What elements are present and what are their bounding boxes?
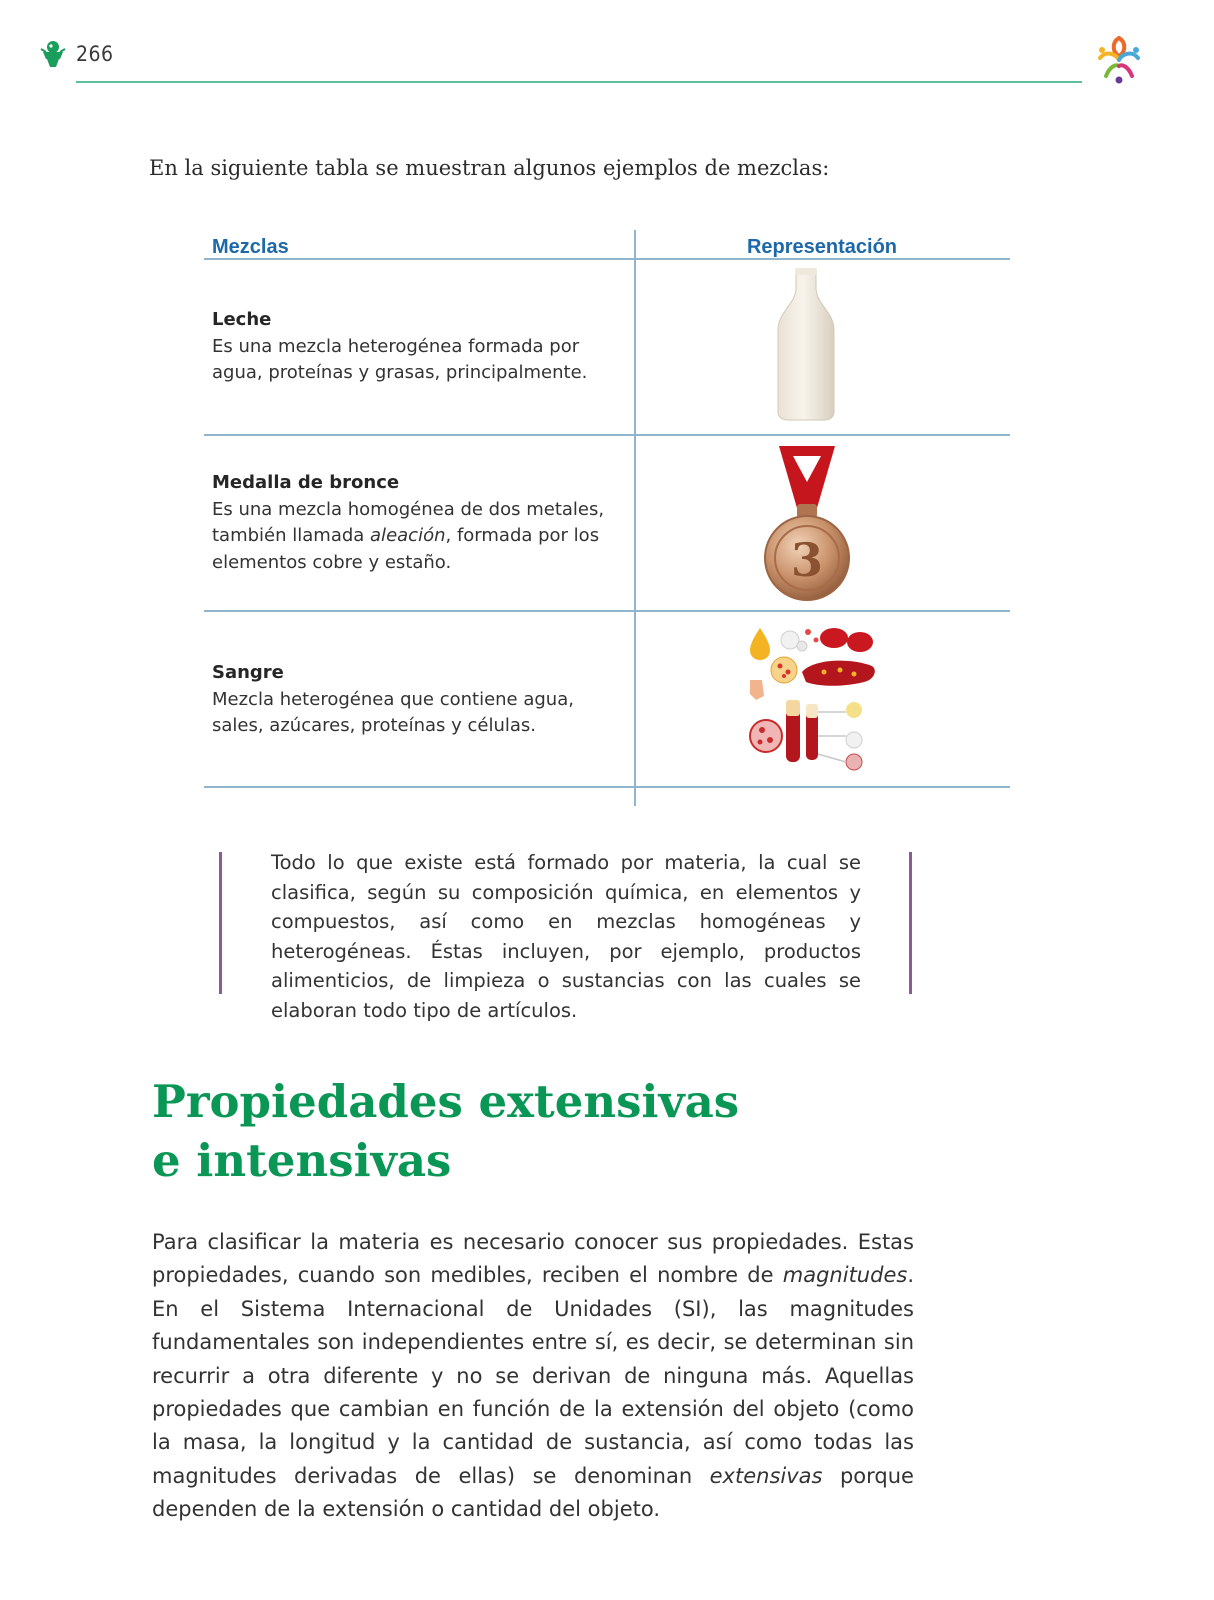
row-description: Es una mezcla homogénea de dos metales, también llamada aleación, formada por los elementos cobre y estaño.: [212, 498, 605, 573]
row-name: Sangre: [212, 662, 284, 683]
table-row-bronze-medal: [212, 470, 617, 576]
bronze-medal-icon: [759, 442, 855, 604]
table-row-milk: [212, 307, 617, 387]
header-rule: [76, 81, 1082, 83]
column-divider: [634, 230, 636, 806]
mixtures-table: [204, 230, 1010, 806]
intro-text: En la siguiente tabla se muestran algunos ejemplos de mezclas:: [149, 156, 830, 180]
row-name: Medalla de bronce: [212, 472, 400, 493]
row-divider: [204, 786, 1010, 788]
callout-box: [219, 851, 912, 1022]
callout-text: Todo lo que existe está formado por materia, la cual se clasifica, según su composición química, en elementos y compuestos, así como en mezclas homogéneas y heterogéneas. Éstas incluyen, por ejemplo, productos alimenticios, de limpieza o sustancias con las cuales se elaboran todo tipo de artículos.: [271, 851, 861, 1022]
quetzalcoatl-emblem-icon: [40, 38, 66, 68]
row-divider: [204, 434, 1010, 436]
row-divider: [204, 610, 1010, 612]
svg-text:3: 3: [790, 533, 824, 587]
row-description: Mezcla heterogénea que contiene agua, sales, azúcares, proteínas y células.: [212, 688, 574, 736]
blood-components-icon: [744, 624, 880, 774]
callout-right-bar: [909, 852, 912, 994]
column-header-representation: Representación: [746, 236, 898, 258]
body-paragraph: Para clasificar la materia es necesario conocer sus propiedades. Estas propiedades, cuando son medibles, reciben el nombre de magnitudes. En el Sistema Internacional de Unidades (SI), las magnitudes fundamentales son independientes entre sí, es decir, se determinan sin recurrir a otra diferente y no se derivan de ninguna más. Aquellas propiedades que cambian en función de la extensión del objeto (como la masa, la longitud y la cantidad de sustancia, así como todas las magnitudes derivadas de ellas) se denominan extensivas porque dependen de la extensión o cantidad del objeto.: [152, 1230, 914, 1522]
table-row-blood: [212, 660, 617, 740]
section-title-line-1: Propiedades extensivas: [152, 1075, 740, 1128]
colorful-figures-logo-icon: [1092, 32, 1146, 86]
milk-bottle-icon: [774, 266, 838, 422]
row-description: Es una mezcla heterogénea formada por agua, proteínas y grasas, principalmente.: [212, 335, 588, 383]
section-title: [152, 1072, 852, 1190]
term-extensivas: extensivas: [709, 1463, 823, 1488]
page-number: 266: [76, 42, 114, 66]
section-title-line-2: e intensivas: [152, 1134, 452, 1187]
callout-left-bar: [219, 852, 222, 994]
row-name: Leche: [212, 309, 272, 330]
column-header-mixtures: Mezclas: [212, 236, 289, 258]
header-rule-line: [204, 258, 1010, 260]
term-magnitudes: magnitudes: [782, 1263, 908, 1288]
